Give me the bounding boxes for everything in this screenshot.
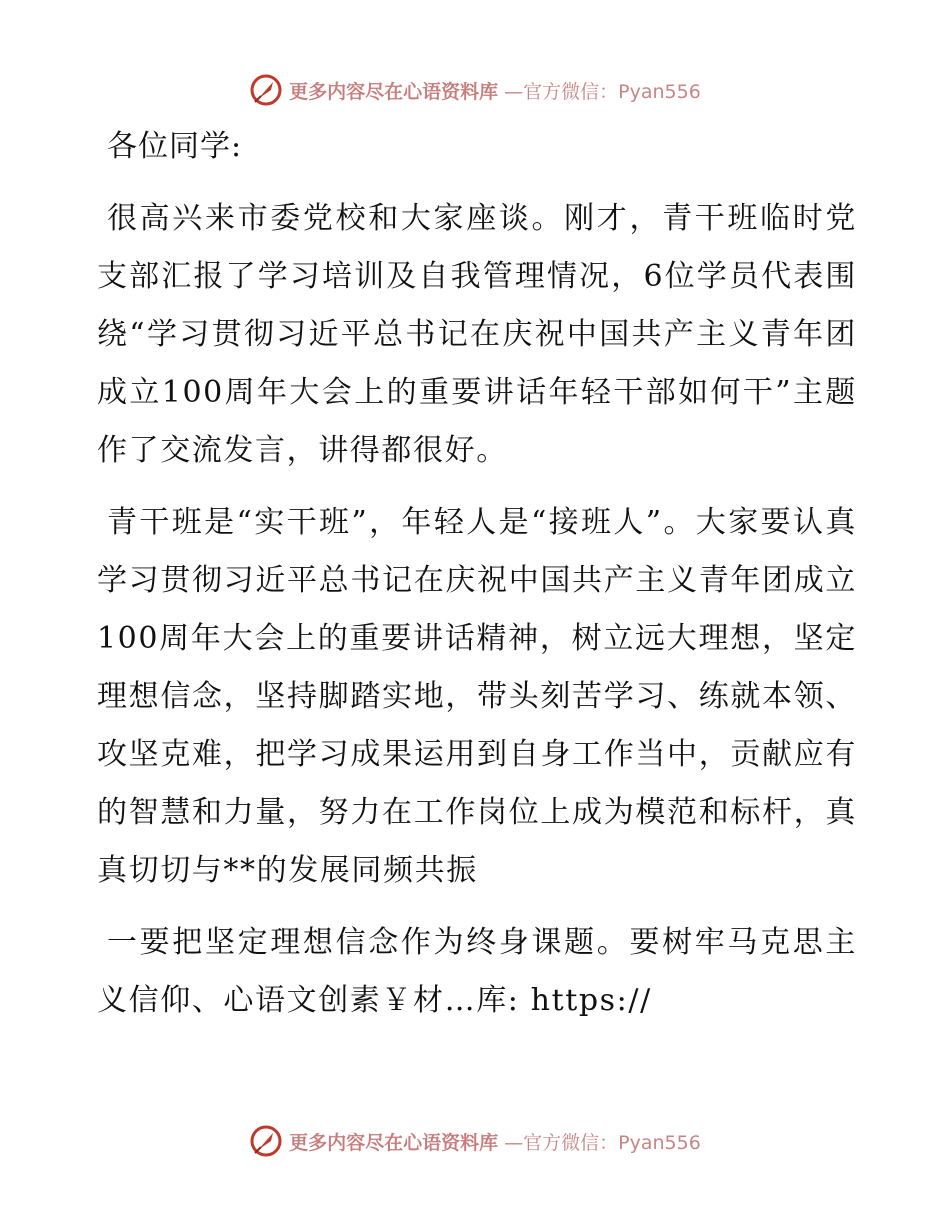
document-body (97, 118, 857, 1044)
watermark-sub-text: —官方微信：Pyan556 (504, 1131, 701, 1154)
watermark-main-text: 更多内容尽在心语资料库 (289, 1131, 499, 1154)
paragraph-3: 一要把坚定理想信念作为终身课题。要树牢马克思主义信仰、心语文创素￥材…库: https:// (97, 925, 857, 1018)
paragraph-1: 很高兴来市委党校和大家座谈。刚才，青干班临时党支部汇报了学习培训及自我管理情况，6位学员代表围绕“学习贯彻习近平总书记在庆祝中国共产主义青年团成立100周年大会上的重要讲话年轻干部如何干”主题作了交流发言，讲得都很好。 (97, 201, 857, 468)
paragraph-2: 青干班是“实干班”，年轻人是“接班人”。大家要认真学习贯彻习近平总书记在庆祝中国共产主义青年团成立100周年大会上的重要讲话精神，树立远大理想，坚定理想信念，坚持脚踏实地，带头刻苦学习、练就本领、攻坚克难，把学习成果运用到自身工作当中，贡献应有的智慧和力量，努力在工作岗位上成为模范和标杆，真真切切与**的发展同频共振 (97, 505, 857, 888)
watermark-main-text: 更多内容尽在心语资料库 (289, 80, 499, 103)
feather-logo-icon (249, 1124, 283, 1158)
watermark-sub-text: —官方微信：Pyan556 (504, 80, 701, 103)
greeting-line: 各位同学: (107, 129, 243, 164)
watermark-footer (0, 1121, 950, 1161)
watermark-header (0, 70, 950, 110)
feather-logo-icon (249, 73, 283, 107)
